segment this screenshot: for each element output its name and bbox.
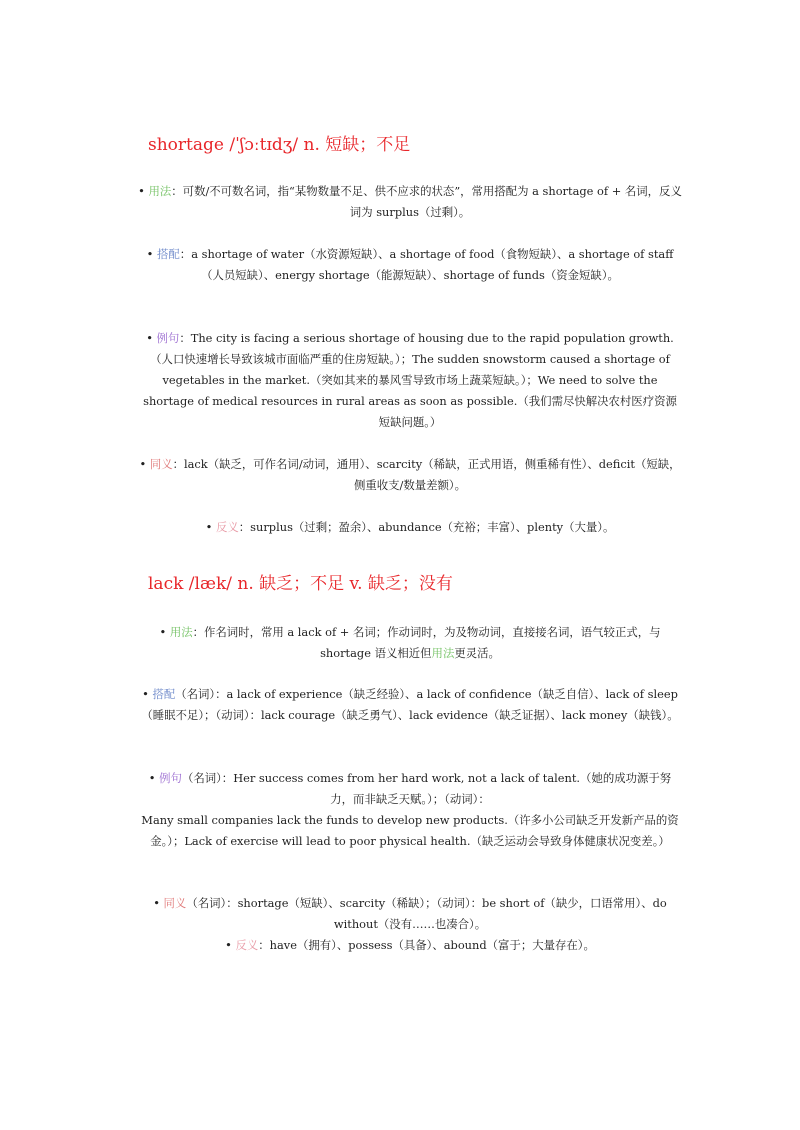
- examples-label: 例句: [156, 331, 180, 345]
- synonyms-text: ：lack（缺乏，可作名词/动词，通用）、scarcity（稀缺，正式用语，侧重稀有性）、deficit（短缺，侧重收支/数量差额）。: [172, 457, 681, 492]
- examples-text: ：The city is facing a serious shortage of housing due to the rapid population growth.（人口快速增长导致该城市面临严重的住房短缺。）；The sudden snowstorm caused a shortage of vegetables in the market.（突如其来的暴风雪导致市场上蔬菜短缺。）；We need to solve the shortage of medical resources in rural areas as soon as possible.（我们需尽快解决农村医疗资源短缺问题。）: [143, 331, 677, 429]
- examples-paragraph: [138, 768, 682, 852]
- collocations-paragraph: [138, 244, 682, 286]
- synonyms-label: 同义: [149, 457, 173, 471]
- examples-label: 例句: [159, 771, 182, 785]
- synonyms-paragraph: [138, 454, 682, 496]
- headword-shortage: shortage /ˈʃɔːtɪdʒ/ n. 短缺；不足: [148, 135, 411, 155]
- usage-text: ：作名词时，常用 a lack of + 名词；作动词时，为及物动词，直接接名词，语气较正式，与 shortage 语义相近但: [192, 625, 661, 660]
- usage-inline-label: 用法: [431, 646, 455, 660]
- bullet: •: [148, 771, 156, 785]
- usage-text-end: 更灵活。: [454, 646, 500, 660]
- antonyms-label: 反义: [215, 520, 239, 534]
- antonyms-paragraph: [138, 935, 682, 956]
- usage-label: 用法: [169, 625, 193, 639]
- bullet: •: [146, 247, 154, 261]
- collocations-label: 搭配: [157, 247, 180, 261]
- synonyms-text: （名词）：shortage（短缺）、scarcity（稀缺）；（动词）：be short of（缺少，口语常用）、do without（没有……也凑合）。: [186, 896, 667, 931]
- bullet: •: [142, 687, 149, 701]
- usage-paragraph: [138, 622, 682, 664]
- synonyms-paragraph: [138, 893, 682, 935]
- collocations-text: ：a shortage of water（水资源短缺）、a shortage of food（食物短缺）、a shortage of staff（人员短缺）、energy shortage（能源短缺）、shortage of funds（资金短缺）。: [179, 247, 674, 282]
- bullet: •: [205, 520, 213, 534]
- collocations-label: 搭配: [152, 687, 176, 701]
- examples-text-continued: Many small companies lack the funds to develop new products.（许多小公司缺乏开发新产品的资金。）；Lack of exercise will lead to poor physical health.（缺乏运动会导致身体健康状况变差。）: [141, 813, 679, 848]
- bullet: •: [159, 625, 167, 639]
- antonyms-text: ：have（拥有）、possess（具备）、abound（富于；大量存在）。: [258, 938, 595, 952]
- collocations-text: （名词）：a lack of experience（缺乏经验）、a lack of confidence（缺乏自信）、lack of sleep（睡眠不足）；（动词）：lack courage（缺乏勇气）、lack evidence（缺乏证据）、lack money（缺钱）。: [141, 687, 679, 722]
- usage-label: 用法: [148, 184, 172, 198]
- collocations-paragraph: [138, 684, 682, 726]
- bullet: •: [139, 457, 147, 471]
- usage-paragraph: [138, 181, 682, 223]
- usage-text: ：可数/不可数名词，指“某物数量不足、供不应求的状态”，常用搭配为 a shortage of + 名词，反义词为 surplus（过剩）。: [171, 184, 682, 219]
- bullet: •: [146, 331, 153, 345]
- bullet: •: [225, 938, 232, 952]
- synonyms-label: 同义: [163, 896, 187, 910]
- bullet: •: [153, 896, 160, 910]
- antonyms-paragraph: [138, 517, 682, 538]
- antonyms-text: ：surplus（过剩；盈余）、abundance（充裕；丰富）、plenty（大量）。: [238, 520, 615, 534]
- headword-lack: lack /læk/ n. 缺乏；不足 v. 缺乏；没有: [148, 574, 453, 594]
- examples-text: （名词）：Her success comes from her hard work, not a lack of talent.（她的成功源于努力，而非缺乏天赋。）；（动词）：: [181, 771, 672, 806]
- antonyms-label: 反义: [235, 938, 259, 952]
- examples-paragraph: [138, 328, 682, 433]
- bullet: •: [138, 184, 145, 198]
